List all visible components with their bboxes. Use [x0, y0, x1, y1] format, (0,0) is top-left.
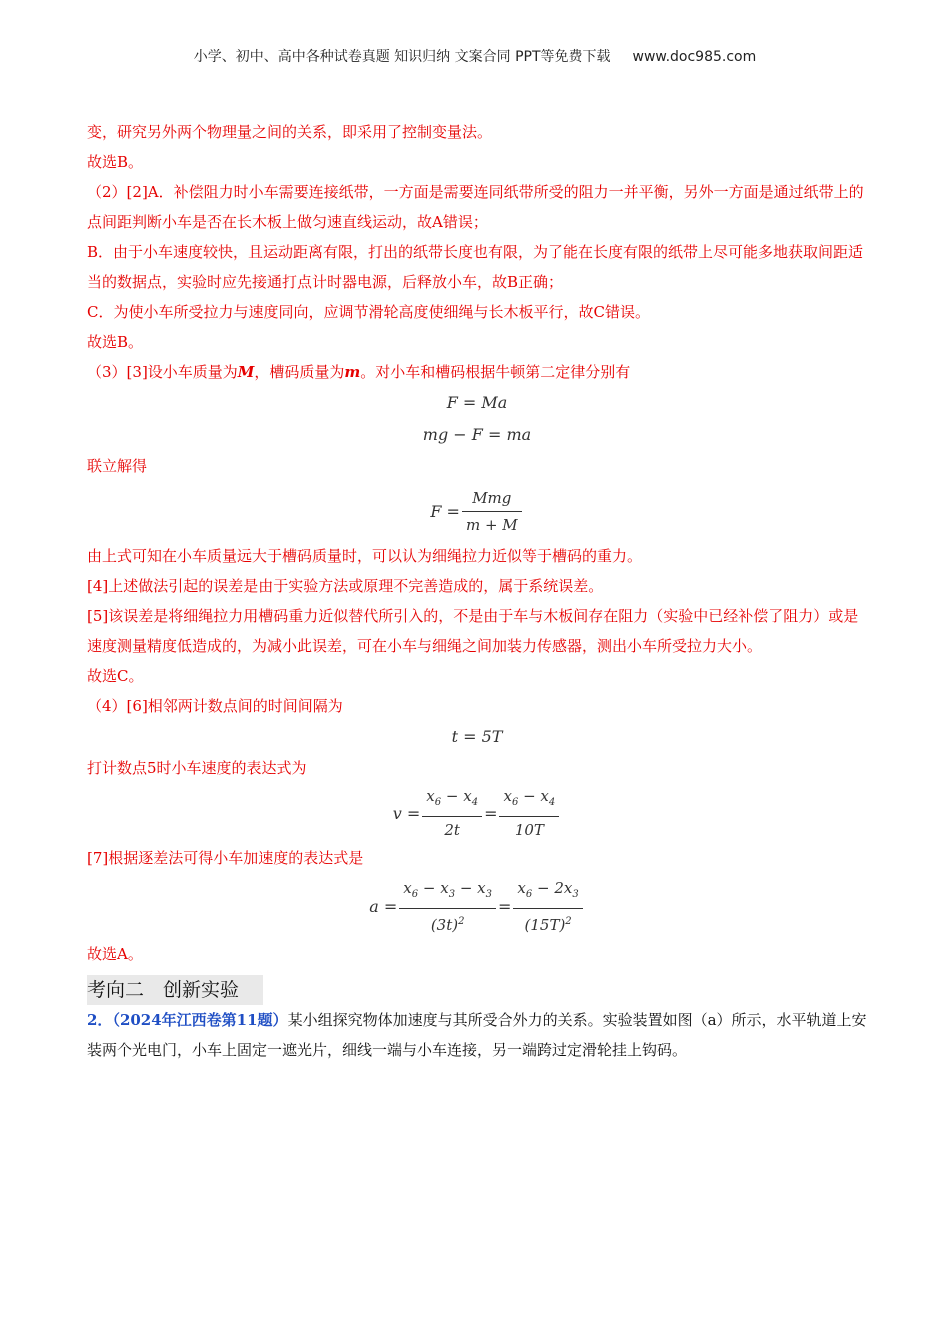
answer-paragraph: C．为使小车所受拉力与速度同向，应调节滑轮高度使细绳与长木板平行，故C错误。	[87, 303, 650, 321]
document-body	[87, 117, 867, 1065]
answer-paragraph: （4）[6]相邻两计数点间的时间间隔为	[87, 697, 343, 715]
equation-acceleration: a = $\frac{x_6 - x_3 - x_3}{(3t)^2}$ = $\frac{x_6 - 2x_3}{(15T)^2}$	[87, 873, 867, 939]
page-header	[0, 46, 950, 66]
answer-choice: 故选B。	[87, 333, 144, 351]
header-text: 小学、初中、高中各种试卷真题 知识归纳 文案合同 PPT等免费下载	[193, 49, 611, 65]
answer-paragraph: 由上式可知在小车质量远大于槽码质量时，可以认为细绳拉力近似等于槽码的重力。	[87, 547, 643, 565]
answer-paragraph: [5]该误差是将细绳拉力用槽码重力近似替代所引入的，不是由于车与木板间存在阻力（实验中已经补偿了阻力）或是速度测量精度低造成的，为减小此误差，可在小车与细绳之间加装力传感器，测出小车所受拉力大小。	[87, 607, 859, 655]
equation-time-interval: t = 5T	[451, 727, 503, 746]
answer-paragraph: 联立解得	[87, 457, 148, 475]
answer-choice: 故选A。	[87, 945, 143, 963]
eq-lhs: F =	[430, 501, 460, 521]
question-text: 某小组探究物体加速度与其所受合外力的关系。实验装置如图（a）所示，水平轨道上安装两个光电门，小车上固定一遮光片，细线一端与小车连接，另一端跨过定滑轮挂上钩码。	[87, 1011, 867, 1059]
text-span: ，槽码质量为	[254, 363, 345, 381]
question-source: （2024年江西卷第11题）	[112, 1011, 288, 1029]
answer-paragraph: 变，研究另外两个物理量之间的关系，即采用了控制变量法。	[87, 123, 493, 141]
var-m: m	[344, 363, 361, 381]
fraction	[462, 487, 522, 536]
header-site: www.doc985.com	[632, 49, 757, 65]
answer-paragraph: （2）[2]A．补偿阻力时小车需要连接纸带，一方面是需要连同纸带所受的阻力一并平衡，另外一方面是通过纸带上的点间距判断小车是否在长木板上做匀速直线运动，故A错误；	[87, 183, 864, 231]
answer-choice: 故选C。	[87, 667, 144, 685]
equation-tension	[87, 481, 867, 541]
equation-newton-car: F = Ma	[446, 393, 508, 412]
denominator: m + M	[465, 515, 518, 534]
answer-paragraph: 打计数点5时小车速度的表达式为	[87, 759, 307, 777]
text-span: 。对小车和槽码根据牛顿第二定律分别有	[360, 363, 631, 381]
question-number: 2．	[87, 1011, 113, 1029]
equation-newton-weight: mg − F = ma	[422, 425, 532, 444]
var-M: M	[237, 363, 255, 381]
answer-paragraph: [4]上述做法引起的误差是由于实验方法或原理不完善造成的，属于系统误差。	[87, 577, 604, 595]
question-paragraph	[87, 1005, 867, 1065]
answer-paragraph	[87, 357, 867, 387]
text-span: （3）[3]设小车质量为	[87, 363, 238, 381]
answer-paragraph: [7]根据逐差法可得小车加速度的表达式是	[87, 849, 364, 867]
answer-choice: 故选B。	[87, 153, 144, 171]
answer-paragraph: B．由于小车速度较快，且运动距离有限，打出的纸带长度也有限，为了能在长度有限的纸带上尽可能多地获取间距适当的数据点，实验时应先接通打点计时器电源，后释放小车，故B正确；	[87, 243, 864, 291]
numerator: Mmg	[462, 487, 522, 512]
section-heading: 考向二 创新实验	[87, 975, 263, 1005]
equation-velocity: v = $\frac{x_6 - x_4}{2t}$ = $\frac{x_6 - x_4}{10T}$	[87, 783, 867, 843]
